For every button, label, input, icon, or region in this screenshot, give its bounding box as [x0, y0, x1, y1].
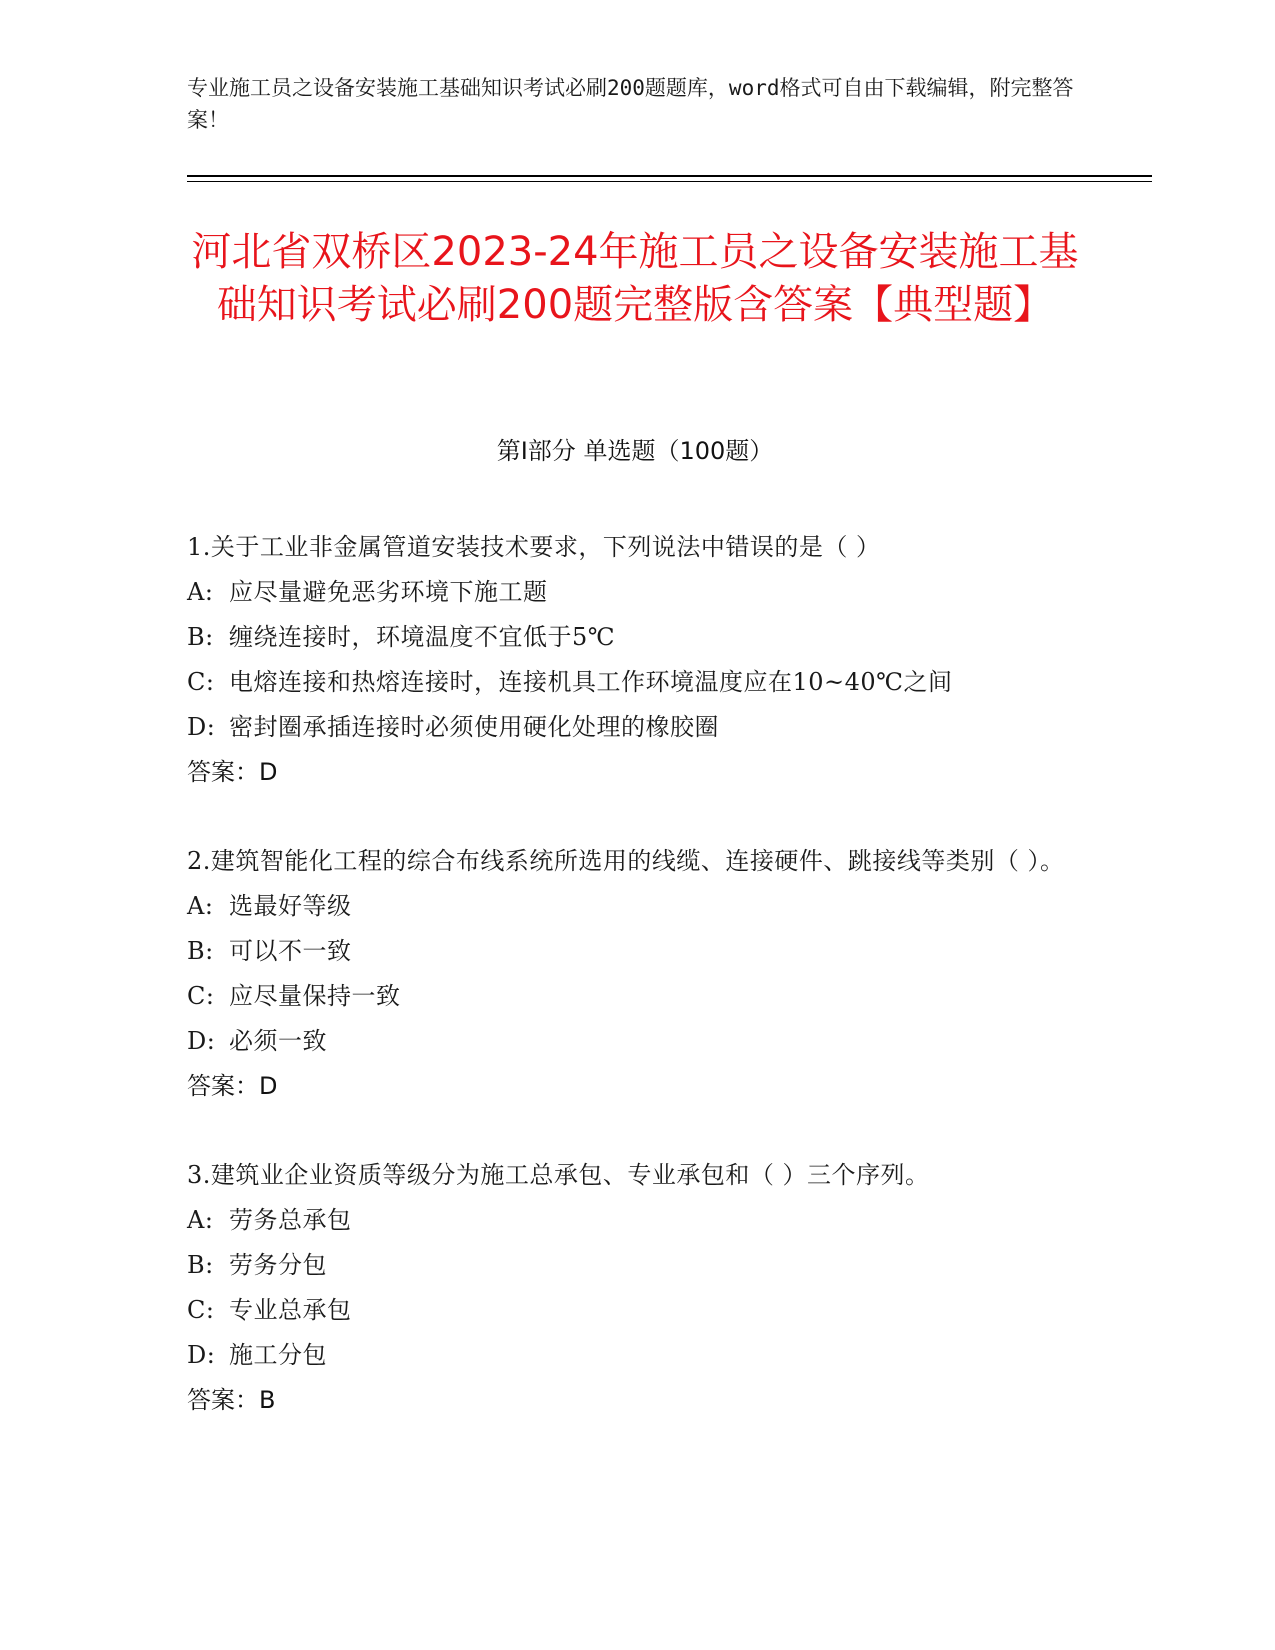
- option-d: [187, 1019, 1067, 1064]
- header-note: 专业施工员之设备安装施工基础知识考试必刷200题题库，word格式可自由下载编辑，附完整答案！: [187, 76, 1074, 132]
- question-text: 2.建筑智能化工程的综合布线系统所选用的线缆、连接硬件、跳接线等类别（ ）。: [187, 847, 1065, 875]
- option-a: [187, 1198, 1067, 1243]
- option-letter: C:: [187, 668, 215, 696]
- option-text: 应尽量避免恶劣环境下施工题: [229, 578, 548, 606]
- option-text: 应尽量保持一致: [229, 982, 401, 1010]
- option-b: [187, 615, 1067, 660]
- option-a: [187, 570, 1067, 615]
- option-letter: B:: [187, 937, 214, 965]
- option-text: 密封圈承插连接时必须使用硬化处理的橡胶圈: [229, 713, 719, 741]
- header-divider-thick: [187, 175, 1152, 177]
- option-letter: A:: [187, 578, 214, 606]
- option-letter: A:: [187, 1206, 214, 1234]
- option-letter: D:: [187, 713, 216, 741]
- option-letter: A:: [187, 892, 214, 920]
- option-letter: B:: [187, 1251, 214, 1279]
- option-text: 劳务总承包: [229, 1206, 352, 1234]
- option-text: 选最好等级: [229, 892, 352, 920]
- option-text: 施工分包: [229, 1341, 327, 1369]
- option-b: [187, 1243, 1067, 1288]
- option-c: [187, 974, 1067, 1019]
- option-c: [187, 1288, 1067, 1333]
- option-d: [187, 705, 1067, 750]
- option-text: 电熔连接和热熔连接时，连接机具工作环境温度应在10~40℃之间: [229, 668, 953, 696]
- answer-line: 答案：B: [187, 1386, 276, 1414]
- header-divider-thin: [187, 181, 1152, 182]
- option-text: 专业总承包: [229, 1296, 352, 1324]
- document-title: 河北省双桥区2023-24年施工员之设备安装施工基础知识考试必刷200题完整版含答案【典型题】: [191, 229, 1079, 328]
- option-a: [187, 884, 1067, 929]
- question-item: [187, 525, 1067, 795]
- option-letter: C:: [187, 982, 215, 1010]
- option-b: [187, 929, 1067, 974]
- section-title: 第I部分 单选题（100题）: [496, 437, 774, 465]
- option-text: 可以不一致: [229, 937, 352, 965]
- option-letter: D:: [187, 1027, 216, 1055]
- option-text: 必须一致: [229, 1027, 327, 1055]
- question-text: 1.关于工业非金属管道安装技术要求，下列说法中错误的是（ ）: [187, 533, 881, 561]
- option-d: [187, 1333, 1067, 1378]
- option-letter: D:: [187, 1341, 216, 1369]
- question-item: [187, 839, 1067, 1109]
- option-text: 劳务分包: [229, 1251, 327, 1279]
- answer-line: 答案：D: [187, 1072, 278, 1100]
- answer-line: 答案：D: [187, 758, 278, 786]
- option-c: [187, 660, 1067, 705]
- option-letter: B:: [187, 623, 214, 651]
- question-item: [187, 1153, 1067, 1423]
- question-list: [187, 525, 1067, 1467]
- option-text: 缠绕连接时，环境温度不宜低于5℃: [229, 623, 616, 651]
- question-text: 3.建筑业企业资质等级分为施工总承包、专业承包和（ ）三个序列。: [187, 1161, 930, 1189]
- option-letter: C:: [187, 1296, 215, 1324]
